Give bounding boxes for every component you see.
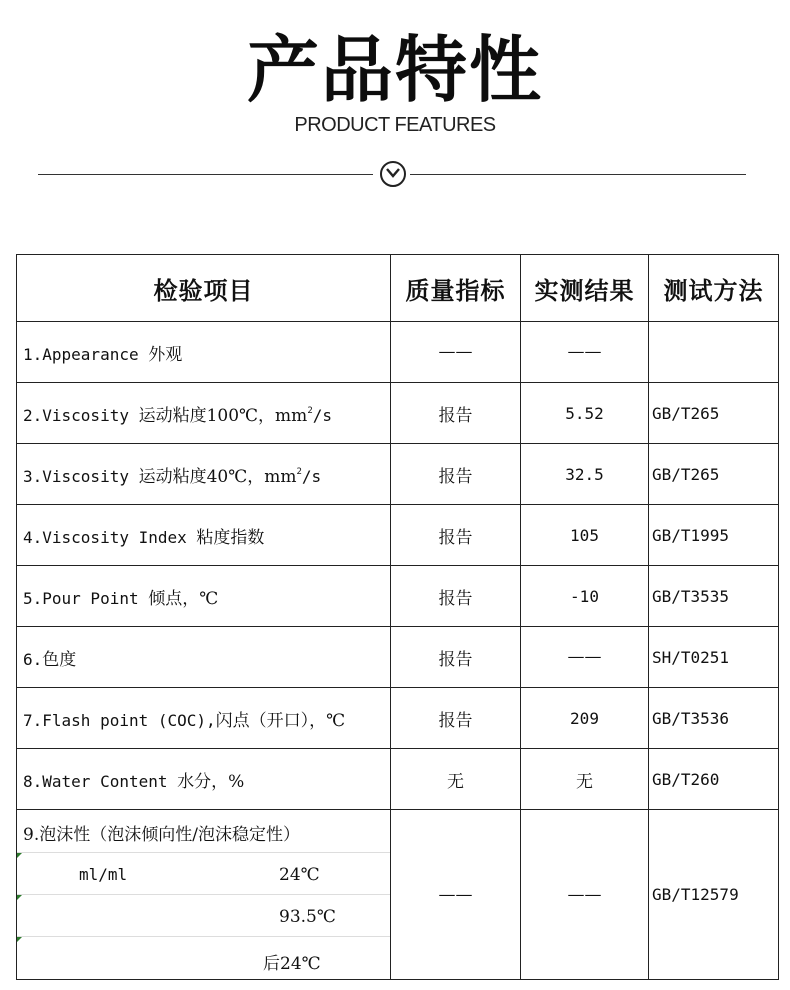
- item-name: 色度: [42, 649, 77, 670]
- table-row: [17, 627, 779, 688]
- foam-condition: 后24℃: [263, 954, 321, 974]
- result-cell: 105: [521, 505, 649, 566]
- result-cell: -10: [521, 566, 649, 627]
- column-header-item: 检验项目: [17, 255, 391, 322]
- table-row: [17, 688, 779, 749]
- spec-cell: 报告: [391, 688, 521, 749]
- spec-cell: 报告: [391, 444, 521, 505]
- foam-row-divider: [17, 852, 390, 853]
- result-cell: 209: [521, 688, 649, 749]
- method-cell: GB/T1995: [649, 505, 779, 566]
- item-code: 3.Viscosity: [23, 466, 139, 486]
- table-row: [17, 566, 779, 627]
- item-code: 4.Viscosity Index: [23, 527, 197, 547]
- table-row: [17, 383, 779, 444]
- column-header-method: 测试方法: [649, 255, 779, 322]
- page-title: 产品特性: [246, 28, 543, 112]
- spec-cell: ——: [391, 322, 521, 383]
- table-row: [17, 749, 779, 810]
- page-subtitle: PRODUCT FEATURES: [294, 114, 496, 136]
- foam-unit: ml/ml: [79, 865, 128, 884]
- item-cell: [17, 322, 391, 383]
- foam-row-divider: [17, 894, 390, 895]
- item-name: 闪点（开口），℃: [215, 710, 346, 731]
- foam-condition: 24℃: [279, 865, 320, 885]
- item-cell: [17, 566, 391, 627]
- spec-cell: 无: [391, 749, 521, 810]
- spec-table: [16, 254, 779, 980]
- table-row: [17, 444, 779, 505]
- spec-cell: 报告: [391, 383, 521, 444]
- foam-condition: 93.5℃: [279, 907, 336, 927]
- item-name: 倾点，℃: [148, 588, 219, 609]
- table-header-row: [17, 255, 779, 322]
- method-cell: SH/T0251: [649, 627, 779, 688]
- item-cell: [17, 749, 391, 810]
- column-header-spec: 质量指标: [391, 255, 521, 322]
- item-name: 运动粘度100℃，mm: [138, 405, 308, 426]
- page-header: [0, 0, 790, 200]
- item-name: 水分，%: [177, 771, 245, 792]
- item-cell: [17, 627, 391, 688]
- result-cell: 5.52: [521, 383, 649, 444]
- item-unit-suffix: /s: [301, 466, 322, 486]
- chevron-down-circle-icon: [380, 161, 406, 187]
- cell-marker: [17, 895, 22, 900]
- item-code: 5.Pour Point: [23, 588, 149, 608]
- item-name: 粘度指数: [196, 527, 265, 548]
- method-cell: [649, 322, 779, 383]
- divider-left: [38, 174, 373, 175]
- result-cell: ——: [521, 322, 649, 383]
- item-cell: [17, 383, 391, 444]
- method-cell: GB/T3535: [649, 566, 779, 627]
- item-cell: [17, 688, 391, 749]
- spec-cell: 报告: [391, 505, 521, 566]
- item-code: 7.Flash point (COC),: [23, 710, 216, 730]
- result-cell: ——: [521, 627, 649, 688]
- method-cell: GB/T265: [649, 444, 779, 505]
- foam-item-cell: [17, 810, 391, 980]
- table-row: [17, 322, 779, 383]
- divider-right: [410, 174, 746, 175]
- item-code: 1.Appearance: [23, 344, 149, 364]
- cell-marker: [17, 937, 22, 942]
- item-name: 运动粘度40℃，mm: [138, 466, 297, 487]
- spec-cell: 报告: [391, 566, 521, 627]
- cell-marker: [17, 853, 22, 858]
- result-cell: 无: [521, 749, 649, 810]
- method-cell: GB/T12579: [649, 810, 779, 980]
- item-code: 6.: [23, 649, 43, 669]
- table-row: [17, 505, 779, 566]
- spec-cell: ——: [391, 810, 521, 980]
- item-cell: [17, 444, 391, 505]
- item-code: 2.Viscosity: [23, 405, 139, 425]
- item-unit-suffix: /s: [312, 405, 332, 425]
- spec-cell: 报告: [391, 627, 521, 688]
- foam-row-divider: [17, 936, 390, 937]
- table-row-foam: [17, 810, 779, 980]
- item-cell: [17, 505, 391, 566]
- foam-subtable: [17, 810, 390, 979]
- foam-title: 9.泡沫性（泡沫倾向性/泡沫稳定性）: [23, 825, 300, 845]
- item-name: 外观: [148, 344, 183, 365]
- method-cell: GB/T265: [649, 383, 779, 444]
- item-superscript: 2: [296, 466, 302, 477]
- column-header-result: 实测结果: [521, 255, 649, 322]
- item-code: 8.Water Content: [23, 771, 178, 791]
- result-cell: 32.5: [521, 444, 649, 505]
- item-superscript: 2: [307, 405, 313, 416]
- method-cell: GB/T260: [649, 749, 779, 810]
- method-cell: GB/T3536: [649, 688, 779, 749]
- result-cell: ——: [521, 810, 649, 980]
